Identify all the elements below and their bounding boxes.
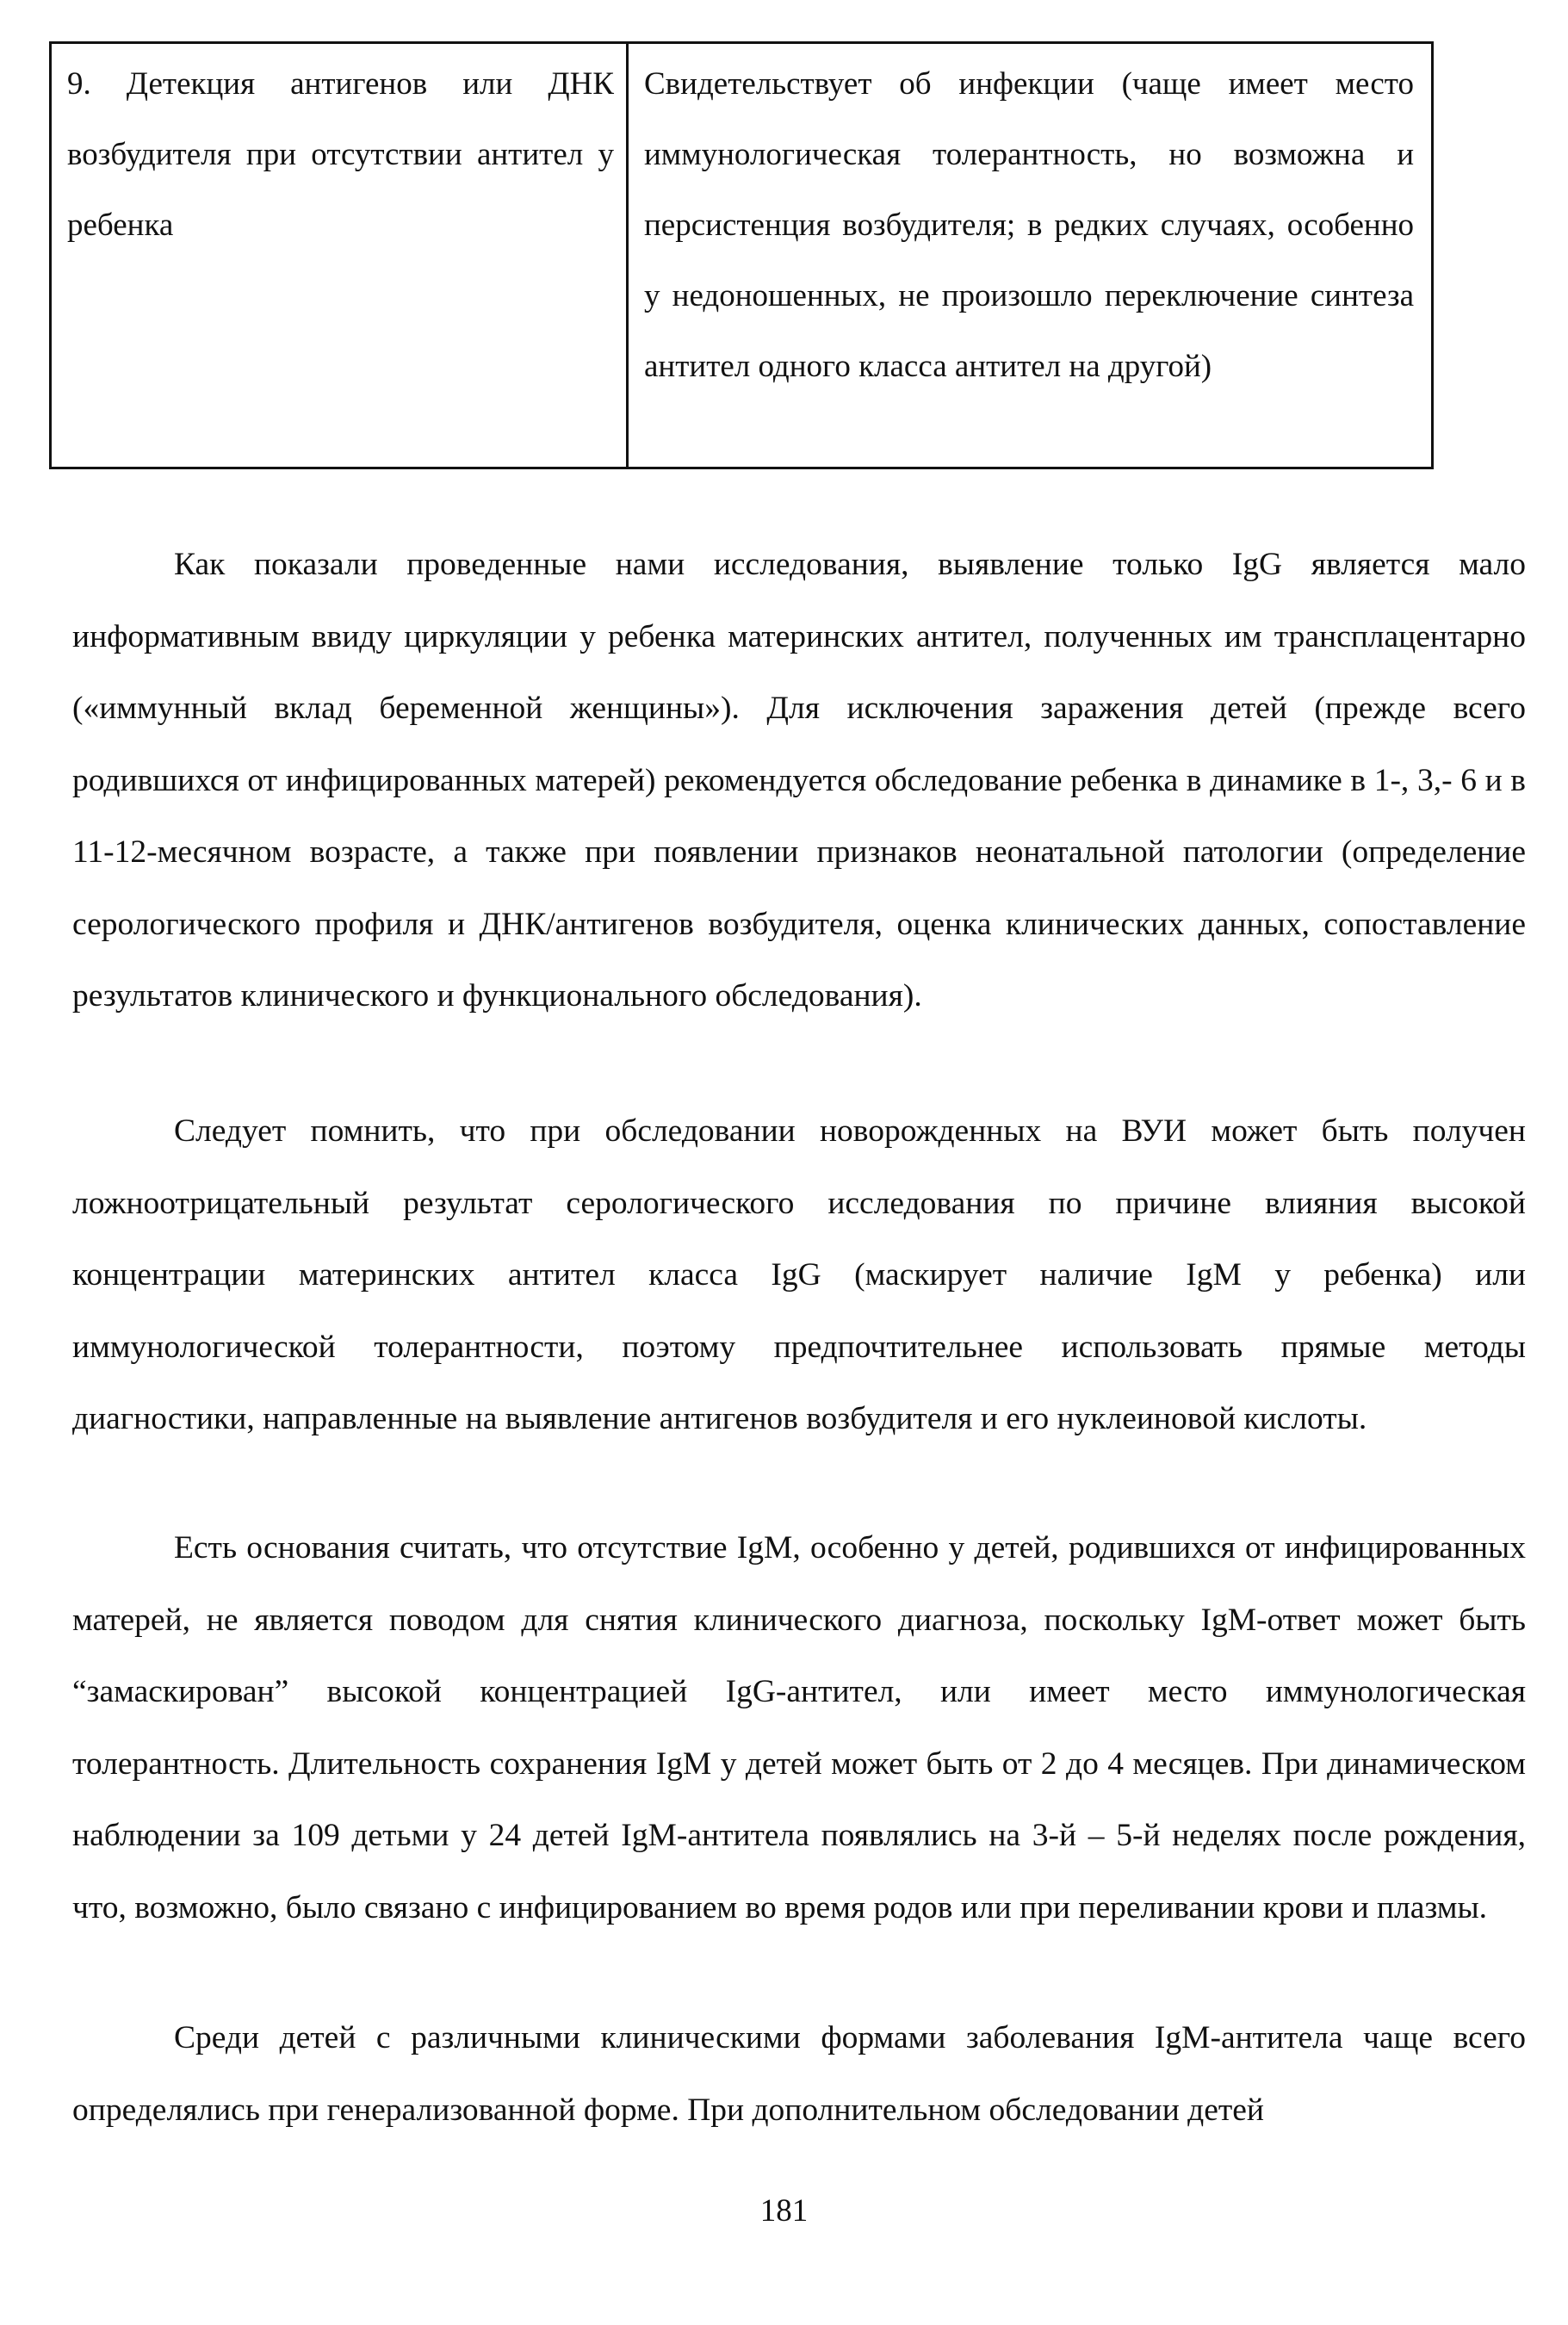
body-paragraph: Среди детей с различными клиническими формами заболевания IgM-антитела чаще всего определялись при генерализованной форме. При дополнительном обследовании детей <box>72 2020 1526 2128</box>
page-number: 181 <box>759 2193 809 2229</box>
criteria-table-row <box>49 41 1434 469</box>
body-paragraph: Следует помнить, что при обследовании новорожденных на ВУИ может быть получен ложноотрицательный результат серологического исследования по причине влияния высокой концентрации материнских антител класса IgG (маскирует наличие IgM у ребенка) или иммунологической толерантности, поэтому предпочтительнее использовать прямые методы диагностики, направленные на выявление антигенов возбудителя и его нуклеиновой кислоты. <box>72 1113 1526 1436</box>
body-paragraph: Как показали проведенные нами исследования, выявление только IgG является мало информативным ввиду циркуляции у ребенка материнских антител, полученных им трансплацентарно («иммунный вклад беременной женщины»). Для исключения заражения детей (прежде всего родившихся от инфицированных матерей) рекомендуется обследование ребенка в динамике в 1-, 3,- 6 и в 11-12-месячном возрасте, а также при появлении признаков неонатальной патологии (определение серологического профиля и ДНК/антигенов возбудителя, оценка клинических данных, сопоставление результатов клинического и функционального обследования). <box>72 547 1526 1014</box>
table-cell-criterion: 9. Детекция антигенов или ДНК возбудителя при отсутствии антител у ребенка <box>52 44 629 467</box>
body-paragraph: Есть основания считать, что отсутствие IgM, особенно у детей, родившихся от инфицированных матерей, не является поводом для снятия клинического диагноза, поскольку IgM-ответ может быть “замаскирован” высокой концентрацией IgG-антител, или имеет место иммунологическая толерантность. Длительность сохранения IgM у детей может быть от 2 до 4 месяцев. При динамическом наблюдении за 109 детьми у 24 детей IgM-антитела появлялись на 3-й – 5-й неделях после рождения, что, возможно, было связано с инфицированием во время родов или при переливании крови и плазмы. <box>72 1530 1526 1925</box>
table-cell-interpretation: Свидетельствует об инфекции (чаще имеет место иммунологическая толерантность, но возможна и персистенция возбудителя; в редких случаях, особенно у недоношенных, не произошло переключение синтеза антител одного класса антител на другой) <box>644 66 1414 384</box>
